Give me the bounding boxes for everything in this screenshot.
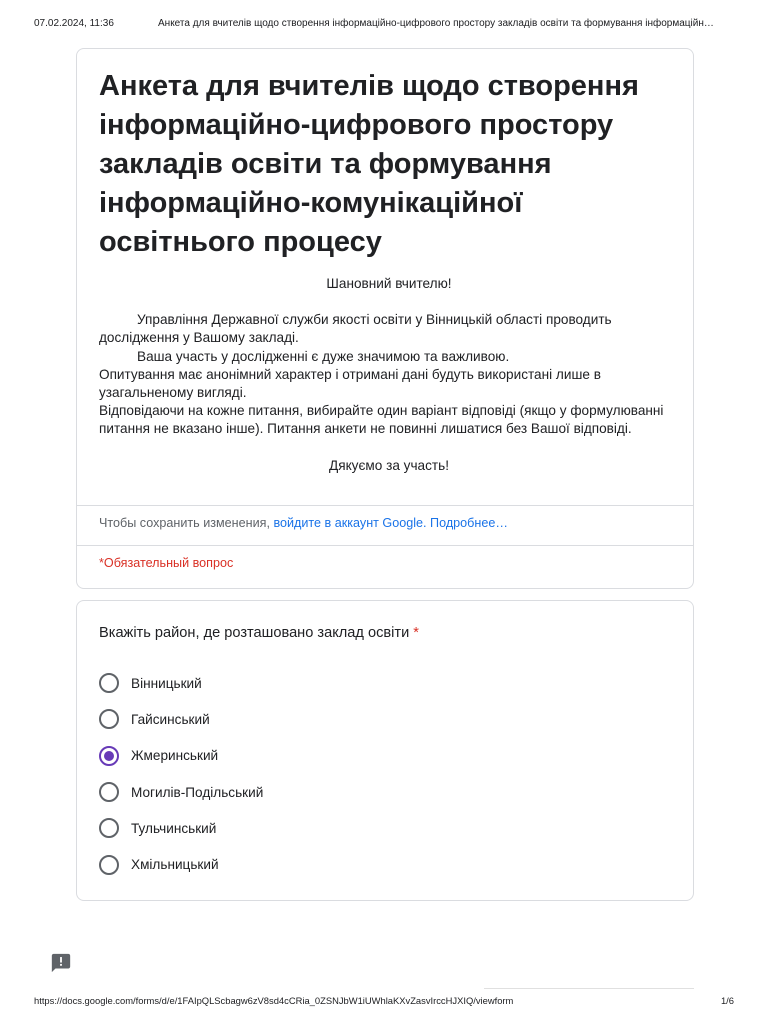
question-title	[99, 625, 419, 641]
signin-row	[99, 516, 508, 530]
radio-option-label: Жмеринський	[131, 748, 219, 764]
learn-more-link[interactable]: Подробнее…	[430, 516, 508, 530]
radio-option[interactable]	[99, 810, 263, 846]
radio-button[interactable]	[99, 746, 119, 766]
description-para-3: Опитування має анонімний характер і отримані дані будуть використані лише в узагальненому вигляді.	[99, 366, 601, 401]
radio-option-label: Тульчинський	[131, 820, 217, 836]
required-star: *	[413, 625, 419, 641]
feedback-icon[interactable]	[50, 952, 72, 974]
print-doc-title: Анкета для вчителів щодо створення інформаційно-цифрового простору закладів освіти та формування інформаційн…	[158, 18, 714, 29]
description-para-1: Управління Державної служби якості освіти у Вінницькій області проводить дослідження у Вашому закладі.	[99, 312, 612, 346]
radio-option[interactable]	[99, 846, 263, 882]
radio-option-label: Гайсинський	[131, 711, 210, 727]
form-description	[99, 275, 679, 475]
form-title: Анкета для вчителів щодо створення інформаційно-цифрового простору закладів освіти та формування інформаційно-комунікаційної освітнього процесу	[99, 70, 639, 258]
radio-option-label: Могилів-Подільський	[131, 784, 264, 800]
signin-link[interactable]: войдите в аккаунт Google.	[273, 516, 427, 530]
header-divider-2	[77, 545, 693, 546]
description-thanks: Дякуємо за участь!	[329, 457, 449, 473]
print-header	[34, 18, 734, 32]
signin-text: Чтобы сохранить изменения,	[99, 516, 270, 530]
radio-button[interactable]	[99, 818, 119, 838]
radio-option[interactable]	[99, 774, 263, 810]
radio-group-district	[99, 665, 263, 883]
radio-option-label: Вінницький	[131, 675, 202, 691]
print-url: https://docs.google.com/forms/d/e/1FAIpQLScbagw6zV8sd4cCRia_0ZSNJbW1iUWhlaKXvZasvIrccHJXIQ/viewform	[34, 995, 514, 1006]
radio-option[interactable]	[99, 701, 263, 737]
description-greeting: Шановний вчителю!	[326, 276, 452, 291]
question-title-text: Вкажіть район, де розташовано заклад освіти	[99, 625, 410, 641]
radio-button[interactable]	[99, 709, 119, 729]
header-divider-1	[77, 505, 693, 506]
required-note: *Обязательный вопрос	[99, 556, 234, 570]
description-para-4: Відповідаючи на кожне питання, вибирайте один варіант відповіді (якщо у формулюванні питання не вказано інше). Питання анкети не повинні лишатися без Вашої відповіді.	[99, 403, 664, 437]
form-header-card	[76, 48, 694, 589]
radio-option[interactable]	[99, 665, 263, 701]
page-number: 1/6	[720, 995, 734, 1006]
radio-option[interactable]	[99, 738, 263, 774]
print-datetime: 07.02.2024, 11:36	[34, 18, 114, 29]
description-para-2: Ваша участь у дослідженні є дуже значимою та важливою.	[137, 348, 510, 364]
radio-button[interactable]	[99, 855, 119, 875]
radio-button[interactable]	[99, 673, 119, 693]
question-card-district	[76, 600, 694, 901]
print-footer	[34, 995, 734, 1009]
radio-option-label: Хмільницький	[131, 857, 219, 873]
feedback-icon-svg	[50, 952, 72, 974]
radio-button[interactable]	[99, 782, 119, 802]
footer-divider	[484, 988, 694, 989]
